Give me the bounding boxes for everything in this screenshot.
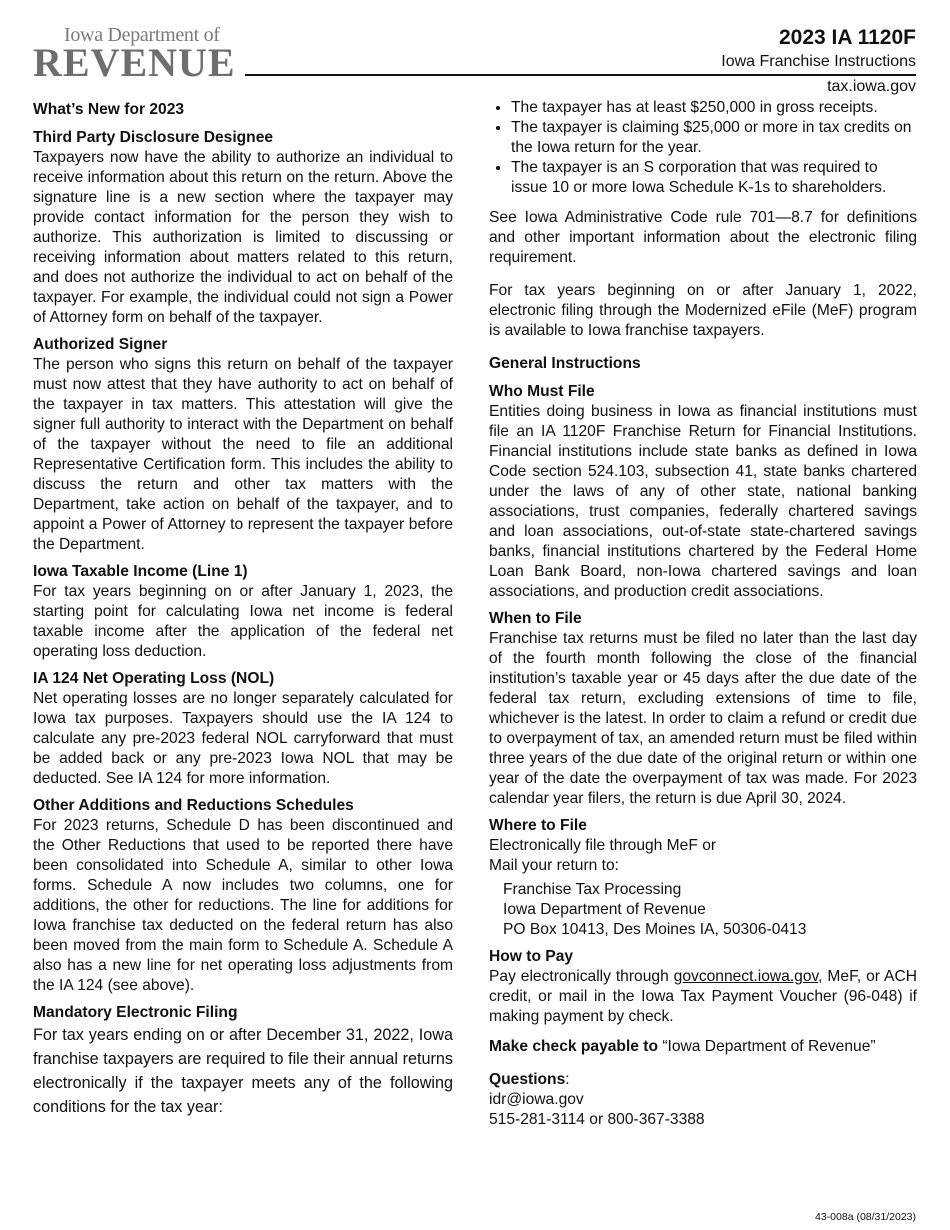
- section-text: For tax years ending on or after December 31, 2022, Iowa franchise taxpayers are required to file their annual returns electronically if the taxpayer meets any of the following conditions for the tax year:: [33, 1026, 453, 1116]
- section-where-to-file: [489, 816, 917, 940]
- section-taxable-income: [33, 562, 453, 662]
- section-text: For tax years beginning on or after January 1, 2023, the starting point for calculating Iowa net income is federal taxable income after the application of the federal net operating loss deduction.: [33, 583, 453, 660]
- form-subtitle: Iowa Franchise Instructions: [721, 53, 916, 70]
- right-column: [489, 98, 917, 1130]
- section-text: The person who signs this return on behalf of the taxpayer must now attest that they have authority to act on behalf of the taxpayer in tax matters. This attestation will give the signer full authority to interact with the Department on behalf of the taxpayer without the need to file an additional Representative Certification form. This includes the ability to discuss the return and other tax matters with the Department, take action on behalf of the taxpayer, and to appoint a Power of Attorney to represent the taxpayer before the Department.: [33, 356, 453, 553]
- questions-heading: Questions: [489, 1071, 566, 1088]
- section-heading: Iowa Taxable Income (Line 1): [33, 563, 248, 580]
- section-nol: [33, 669, 453, 789]
- section-who-must-file: [489, 382, 917, 602]
- section-heading: When to File: [489, 610, 582, 627]
- efiling-conditions-list: [489, 98, 917, 198]
- section-questions: [489, 1070, 917, 1130]
- list-item: • The taxpayer is claiming $25,000 or more in tax credits on the Iowa return for the year.: [511, 118, 917, 158]
- colon: :: [565, 1071, 570, 1088]
- address-line: PO Box 10413, Des Moines IA, 50306-0413: [503, 921, 807, 938]
- section-text: Entities doing business in Iowa as financial institutions must file an IA 1120F Franchise Return for Financial Institutions. Financial institutions include state banks as defined in Iowa Code section 524.103, subsection 41, state banks chartered under the laws of any of other state, national banking associations, trust companies, federally chartered savings and loan associations, out-of-state state-chartered savings banks, financial institutions chartered by the Federal Home Loan Bank Board, non-Iowa chartered savings and loan associations, and production credit associations.: [489, 403, 917, 600]
- check-label: Make check payable to: [489, 1038, 659, 1055]
- check-payable: [489, 1037, 917, 1057]
- section-text: Franchise tax returns must be filed no later than the last day of the fourth month following the close of the financial institution’s taxable year or 45 days after the due date of the federal tax return, excluding extensions of time to file, whichever is the latest. In order to claim a refund or credit due to overpayment of tax, an amended return must be filed within three years of the due date of the original return or within one year of the date the overpayment of tax was made. For 2023 calendar year filers, the return is due April 30, 2024.: [489, 630, 917, 807]
- logo-line1: Iowa Department of: [64, 24, 220, 46]
- section-efiling: [33, 1003, 453, 1119]
- form-id: 43-008a (08/31/2023): [815, 1211, 916, 1223]
- section-text: [489, 967, 917, 1027]
- mef-paragraph: For tax years beginning on or after January 1, 2022, electronic filing through the Modernized eFile (MeF) program is available to Iowa franchise taxpayers.: [489, 282, 917, 339]
- mailing-address: [489, 880, 917, 940]
- pay-text: Pay electronically through: [489, 968, 674, 985]
- section-heading: How to Pay: [489, 948, 574, 965]
- section-heading: Where to File: [489, 817, 587, 834]
- list-item: • The taxpayer is an S corporation that was required to issue 10 or more Iowa Schedule K-1s to shareholders.: [511, 158, 917, 198]
- left-column: [33, 100, 453, 1126]
- list-item: • The taxpayer has at least $250,000 in gross receipts.: [511, 98, 917, 118]
- govconnect-link[interactable]: govconnect.iowa.gov: [673, 968, 819, 985]
- section-heading: Third Party Disclosure Designee: [33, 129, 274, 146]
- address-line: Franchise Tax Processing: [503, 881, 682, 898]
- contact-email: idr@iowa.gov: [489, 1091, 584, 1108]
- check-payee: “Iowa Department of Revenue”: [658, 1038, 876, 1055]
- section-heading: Other Additions and Reductions Schedules: [33, 797, 354, 814]
- section-how-to-pay: [489, 947, 917, 1027]
- section-heading: Who Must File: [489, 383, 595, 400]
- section-heading: IA 124 Net Operating Loss (NOL): [33, 670, 275, 687]
- section-heading: Mandatory Electronic Filing: [33, 1004, 238, 1021]
- section-disclosure: [33, 128, 453, 328]
- admin-code-paragraph: See Iowa Administrative Code rule 701—8.7 for definitions and other important information about the electronic filing requirement.: [489, 209, 917, 266]
- section-text: Net operating losses are no longer separately calculated for Iowa tax purposes. Taxpayers should use the IA 124 to calculate any pre-2023 federal NOL carryforward that must be added back or any pre-2023 Iowa NOL that may be deducted. See IA 124 for more information.: [33, 690, 453, 787]
- form-title: 2023 IA 1120F: [779, 26, 916, 49]
- where-line: Electronically file through MeF or: [489, 837, 717, 854]
- section-when-to-file: [489, 609, 917, 809]
- website: tax.iowa.gov: [827, 78, 916, 95]
- contact-phones: 515-281-3114 or 800-367-3388: [489, 1111, 705, 1128]
- section-signer: [33, 335, 453, 555]
- address-line: Iowa Department of Revenue: [503, 901, 706, 918]
- header-rule: [245, 74, 916, 76]
- section-schedules: [33, 796, 453, 996]
- logo-revenue: REVENUE: [33, 40, 236, 85]
- section-text: For 2023 returns, Schedule D has been discontinued and the Other Reductions that used to be reported there have been consolidated into Schedule A, similar to other Iowa forms. Schedule A now includes two columns, one for additions, the other for reductions. The line for additions for Iowa franchise tax deducted on the federal return has also been moved from the main form to Schedule A. Schedule A also has a new line for net operating loss adjustments from the IA 124 (see above).: [33, 817, 453, 994]
- section-text: Taxpayers now have the ability to authorize an individual to receive information about this return on the return. Above the signature line is a new section where the taxpayer may provide contact information for the person they wish to authorize. This authorization is limited to discussing or receiving information about matters related to this return, and does not authorize the individual to act on behalf of the taxpayer. For example, the individual could not sign a Power of Attorney form on behalf of the taxpayer.: [33, 149, 453, 326]
- general-instructions-heading: General Instructions: [489, 355, 641, 372]
- pay-text: , MeF, or ACH credit, or mail in the Iowa Tax Payment Voucher (96-048) if making payment by check.: [489, 968, 917, 1025]
- whats-new-heading: What’s New for 2023: [33, 101, 185, 118]
- section-heading: Authorized Signer: [33, 336, 168, 353]
- where-line: Mail your return to:: [489, 857, 619, 874]
